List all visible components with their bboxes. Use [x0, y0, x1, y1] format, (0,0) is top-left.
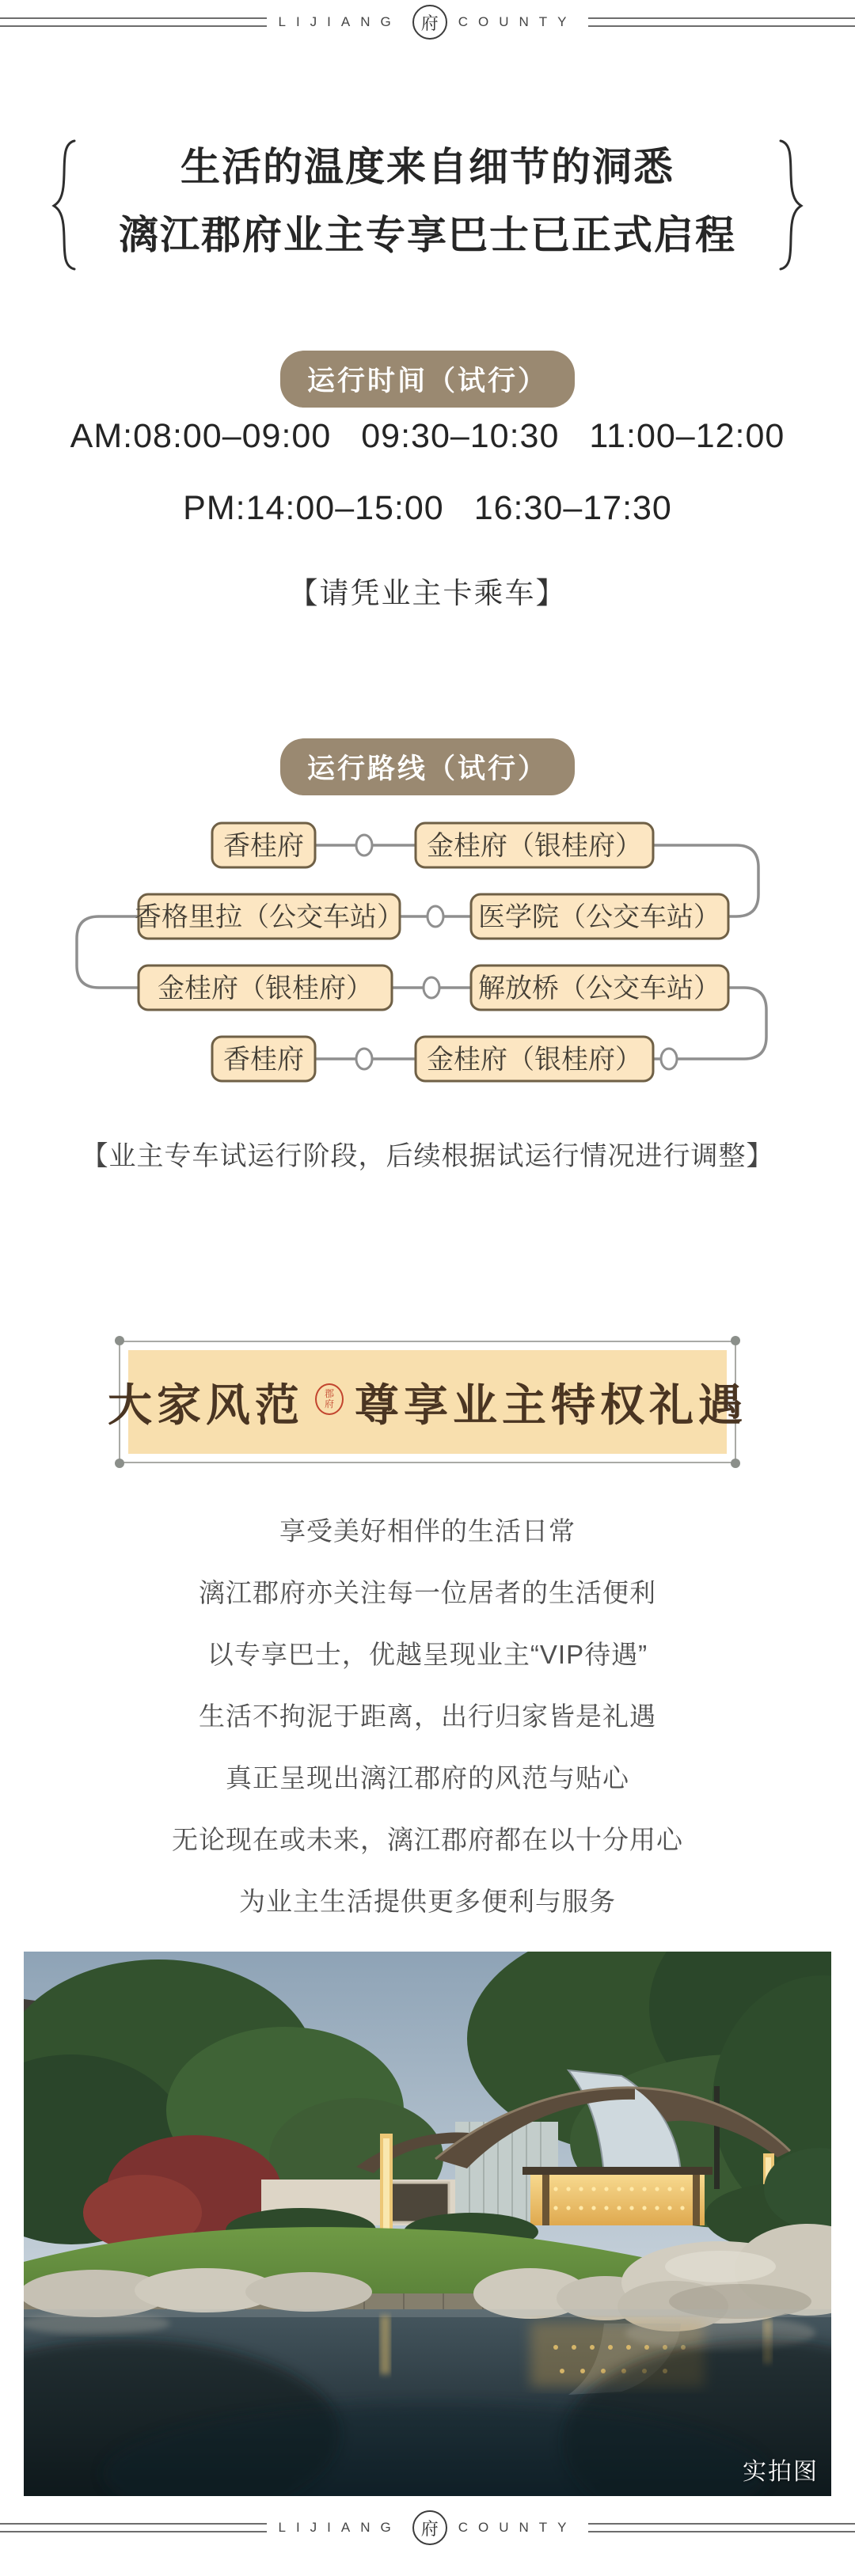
title-line-1: 生活的温度来自细节的洞悉	[180, 145, 674, 189]
seal-char-top: 郡	[324, 1387, 334, 1399]
pm-times-row	[0, 489, 855, 528]
stop-r1-right: 金桂府（银桂府）	[427, 831, 642, 861]
brand-logo-char: 府	[420, 2519, 439, 2540]
pm-slot-1: PM:14:00–15:00	[183, 489, 444, 527]
seal-stamp-icon	[315, 1383, 344, 1415]
stop-r2-left: 香格里拉（公交车站）	[135, 902, 404, 932]
am-slot-1: AM:08:00–09:00	[70, 417, 332, 455]
photo-illustration	[24, 1952, 831, 2496]
stop-r4-right: 金桂府（银桂府）	[427, 1045, 642, 1075]
banner-pin-icon	[731, 1459, 740, 1468]
title-block	[0, 133, 855, 269]
stop-r3-right: 解放桥（公交车站）	[478, 973, 720, 1003]
route-stop-boxes	[139, 823, 728, 1081]
am-slot-2: 09:30–10:30	[361, 417, 560, 455]
am-times-row	[0, 417, 855, 456]
pm-slot-2: 16:30–17:30	[473, 489, 672, 527]
brand-name-left: LIJIANG	[278, 2520, 401, 2535]
photo-caption: 实拍图	[743, 2459, 819, 2485]
title-line-2: 漓江郡府业主专享巴士已正式启程	[119, 213, 736, 257]
am-slot-3: 11:00–12:00	[589, 417, 785, 455]
brand-name-left: LIJIANG	[278, 14, 401, 29]
body-line: 漓江郡府亦关注每一位居者的生活便利	[199, 1578, 656, 1607]
route-diagram	[0, 798, 855, 1098]
title-bracket-left-icon	[49, 138, 81, 272]
schedule-times	[0, 417, 855, 612]
body-line: 以专享巴士，优越呈现业主“VIP待遇”	[207, 1640, 648, 1669]
route-connectors	[77, 845, 766, 1059]
schedule-badge: 运行时间（试行）	[280, 351, 575, 408]
brand-logo-char: 府	[420, 13, 439, 34]
brand-name-right: COUNTY	[458, 2520, 577, 2535]
route-node-circles	[356, 835, 677, 1069]
body-line: 无论现在或未来，漓江郡府都在以十分用心	[172, 1825, 683, 1854]
header-line-right	[588, 17, 855, 27]
footer-brandbar	[0, 2510, 855, 2545]
footer-line-right	[588, 2523, 855, 2532]
banner-pin-icon	[731, 1336, 740, 1345]
footer-line-left	[0, 2523, 267, 2532]
clubhouse-photo	[24, 1952, 831, 2496]
body-copy	[0, 1500, 855, 1933]
body-line: 享受美好相伴的生活日常	[279, 1516, 576, 1546]
seal-char-bottom: 府	[324, 1398, 334, 1409]
banner-text-left: 大家风范	[108, 1379, 304, 1432]
header-brandbar	[0, 5, 855, 40]
ride-note: 【请凭业主卡乘车】	[288, 577, 567, 609]
title-bracket-right-icon	[774, 138, 806, 272]
banner-pin-icon	[115, 1336, 124, 1345]
stop-r2-right: 医学院（公交车站）	[478, 902, 720, 932]
banner-pin-icon	[115, 1459, 124, 1468]
stop-r4-left: 香桂府	[223, 1045, 304, 1075]
stop-r1-left: 香桂府	[223, 831, 304, 861]
route-note: 【业主专车试运行阶段，后续根据试运行情况进行调整】	[81, 1141, 774, 1171]
header-line-left	[0, 17, 267, 27]
banner-text-right: 尊享业主特权礼遇	[355, 1379, 747, 1432]
stop-r3-left: 金桂府（银桂府）	[158, 973, 373, 1003]
brand-logo-icon	[412, 2510, 447, 2545]
body-line: 为业主生活提供更多便利与服务	[239, 1887, 616, 1916]
brand-logo-icon	[412, 5, 447, 40]
body-line: 生活不拘泥于距离，出行归家皆是礼遇	[199, 1702, 656, 1731]
route-badge: 运行路线（试行）	[280, 738, 575, 795]
body-line: 真正呈现出漓江郡府的风范与贴心	[226, 1763, 629, 1793]
brand-name-right: COUNTY	[458, 14, 577, 29]
banner-inner	[108, 1350, 747, 1454]
privilege-banner	[108, 1341, 747, 1463]
